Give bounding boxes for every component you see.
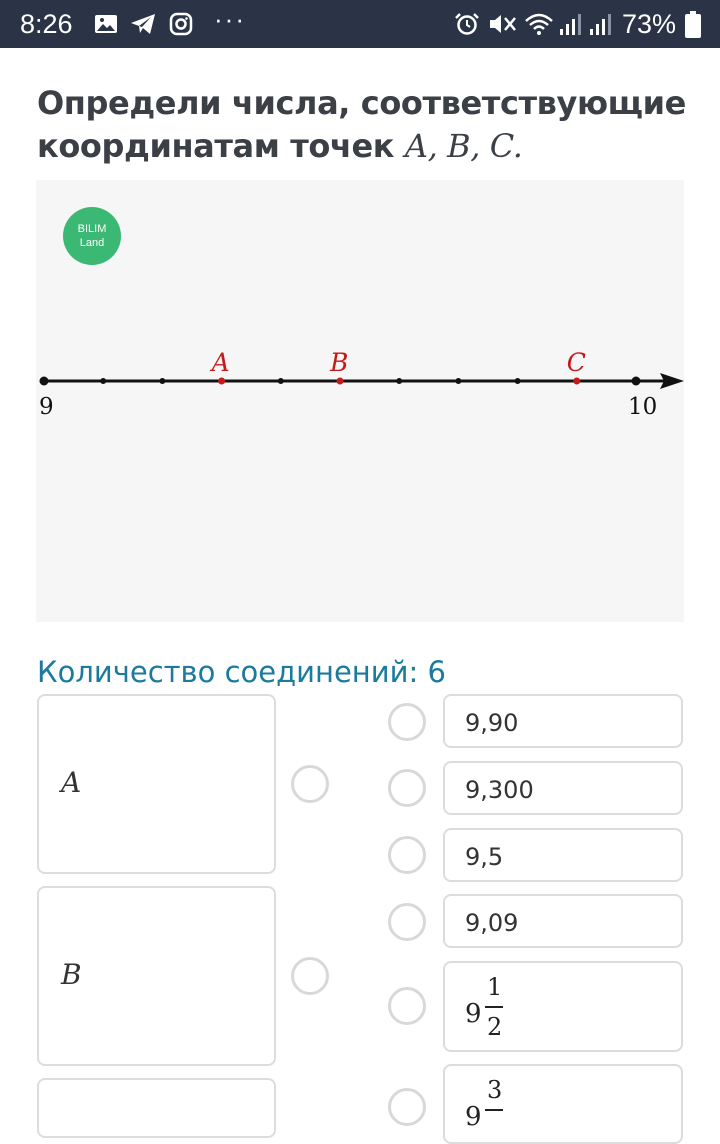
option-card[interactable] [443, 761, 683, 815]
point-a-label: A [211, 348, 230, 377]
signal-icon [558, 12, 582, 36]
signal-icon [588, 12, 612, 36]
mute-icon [488, 12, 512, 36]
match-item-label: B [61, 958, 82, 991]
wifi-icon [524, 12, 548, 36]
option-connector[interactable] [388, 836, 426, 874]
point-b-label: B [330, 348, 349, 377]
option-connector[interactable] [388, 987, 426, 1025]
match-item-a[interactable] [37, 694, 276, 874]
question-title [37, 82, 697, 168]
option-connector[interactable] [388, 903, 426, 941]
connections-count: Количество соединений: 6 [37, 655, 446, 689]
status-bar [0, 0, 720, 48]
battery-percent: 73% [622, 9, 677, 39]
instagram-icon [169, 12, 193, 36]
match-item-label: A [61, 766, 82, 799]
option-value: 9,5 [465, 843, 504, 871]
question-end: . [512, 127, 523, 165]
number-line-start-label: 9 [39, 394, 54, 420]
option-value: 9,300 [465, 776, 534, 804]
bilimland-logo: BILIM Land [63, 207, 121, 265]
number-line-end-label: 10 [628, 394, 658, 420]
question-text: Определи числа, соответствующие координатам точек [37, 84, 686, 165]
match-item-b[interactable] [37, 886, 276, 1066]
image-icon [94, 12, 118, 36]
option-connector[interactable] [388, 703, 426, 741]
point-c-label: C [566, 348, 586, 377]
fraction-bar [485, 1006, 503, 1008]
more-notifications: ··· [214, 4, 246, 34]
option-card[interactable]: 9 1 2 [443, 961, 683, 1052]
option-connector[interactable] [388, 769, 426, 807]
option-value: 9,09 [465, 909, 519, 937]
option-card[interactable]: 9 3 [443, 1064, 683, 1144]
option-card[interactable] [443, 694, 683, 748]
option-connector[interactable] [388, 1088, 426, 1126]
option-card[interactable] [443, 894, 683, 948]
match-connector-b[interactable] [291, 957, 329, 995]
battery-icon [684, 11, 708, 35]
match-item-c[interactable] [37, 1078, 276, 1138]
option-card[interactable] [443, 828, 683, 882]
match-connector-a[interactable] [291, 765, 329, 803]
status-time: 8:26 [20, 9, 73, 39]
question-points: A, B, C [404, 127, 513, 165]
fraction-bar [485, 1109, 503, 1111]
alarm-icon [454, 12, 478, 36]
option-value: 9,90 [465, 709, 519, 737]
number-line-figure [36, 180, 684, 622]
telegram-icon [130, 12, 154, 36]
